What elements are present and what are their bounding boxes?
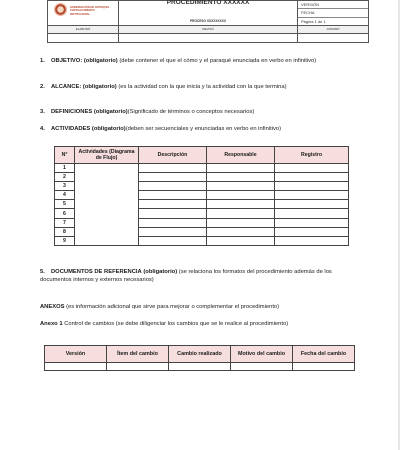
section-number: 5. [40, 269, 45, 275]
section-documentos [40, 269, 360, 284]
changes-header-cell: Ítem del cambio [107, 346, 169, 363]
table-row [55, 218, 349, 227]
row-number: 1 [55, 164, 75, 173]
table-cell[interactable] [139, 200, 207, 209]
row-number: 5 [55, 200, 75, 209]
row-number: 4 [55, 191, 75, 200]
table-cell[interactable] [207, 227, 275, 236]
made-by-label: ELABORÓ [48, 25, 119, 33]
table-cell[interactable] [275, 191, 349, 200]
changes-header-row [45, 346, 355, 363]
meta-cell [298, 1, 369, 26]
section-number: 2. [40, 84, 45, 90]
table-cell[interactable] [207, 236, 275, 245]
approved-by-label: APROBÓ [298, 25, 369, 33]
version-label: VERSIÓN [298, 1, 368, 9]
change-reason-cell[interactable] [231, 363, 293, 371]
change-made-cell[interactable] [169, 363, 231, 371]
section-definiciones [40, 109, 360, 117]
section-anexos [40, 304, 360, 312]
flowchart-cell[interactable] [75, 200, 139, 209]
process-code: PROCESO XXXXXXXXX [190, 18, 226, 23]
section-title: ANEXOS [40, 304, 65, 310]
section-number: 3. [40, 109, 45, 115]
changes-header-cell: Fecha del cambio [293, 346, 355, 363]
table-row [55, 209, 349, 218]
reviewed-by-label: REVISÓ [119, 25, 298, 33]
page-label: Página 1 de 1 [301, 18, 326, 24]
section-title: ALCANCE: [51, 84, 82, 90]
section-text: (es la actividad con la que inicia y la actividad con la que termina) [118, 84, 287, 90]
section-text: (se relaciona los formatos del procedimiento además de los documentos internos y externos necesarios) [40, 269, 332, 283]
table-cell[interactable] [207, 200, 275, 209]
table-cell[interactable] [275, 164, 349, 173]
change-item-cell[interactable] [107, 363, 169, 371]
section-title: DEFINICIONES [51, 109, 93, 115]
version-cell[interactable] [45, 363, 107, 371]
table-cell[interactable] [275, 200, 349, 209]
flowchart-cell[interactable] [75, 164, 139, 173]
activities-body [55, 164, 349, 246]
activities-header-cell: Descripción [139, 147, 207, 164]
table-cell[interactable] [139, 227, 207, 236]
reviewed-by-field[interactable] [119, 33, 298, 42]
row-number: 2 [55, 173, 75, 182]
table-cell[interactable] [275, 227, 349, 236]
changes-table [44, 345, 355, 371]
table-row [55, 236, 349, 245]
procedure-title: PROCEDIMIENTO XXXXXX [166, 0, 250, 6]
flowchart-cell[interactable] [75, 182, 139, 191]
change-date-cell[interactable] [293, 363, 355, 371]
activities-header-cell: Registro [275, 147, 349, 164]
flowchart-cell[interactable] [75, 218, 139, 227]
section-tag: (obligatorio) [83, 58, 118, 64]
section-tag: (obligatorio) [91, 126, 126, 132]
table-cell[interactable] [139, 182, 207, 191]
made-by-field[interactable] [48, 33, 119, 42]
table-cell[interactable] [139, 173, 207, 182]
section-text: Control de cambios (se debe diligenciar los cambios que se le realice al procedimiento) [64, 321, 289, 327]
section-tag: (obligatorio) [82, 84, 117, 90]
section-tag: (obligatorio) [143, 269, 178, 275]
table-cell[interactable] [207, 218, 275, 227]
table-cell[interactable] [207, 173, 275, 182]
table-cell[interactable] [139, 209, 207, 218]
section-title: OBJETIVO: [51, 58, 83, 64]
flowchart-cell[interactable] [75, 227, 139, 236]
table-cell[interactable] [275, 209, 349, 218]
table-cell[interactable] [139, 236, 207, 245]
table-row [55, 200, 349, 209]
logo-cell [48, 1, 119, 26]
activities-header-cell: Actividades (Diagrama de Flujo) [75, 147, 139, 164]
changes-row [45, 363, 355, 371]
activities-header-cell: Responsable [207, 147, 275, 164]
section-actividades [40, 126, 360, 134]
changes-header-cell: Cambio realizado [169, 346, 231, 363]
section-tag: (obligatorio) [93, 109, 128, 115]
table-cell[interactable] [275, 182, 349, 191]
activities-header-cell: N° [55, 147, 75, 164]
table-row [55, 164, 349, 173]
activities-table [54, 146, 349, 246]
flowchart-cell[interactable] [75, 191, 139, 200]
date-label: FECHA [298, 9, 368, 17]
table-cell[interactable] [275, 173, 349, 182]
section-text: (es información adicional que sirve para mejorar o complementar el procedimiento) [66, 304, 280, 310]
document-header [47, 0, 369, 43]
section-text: (Significado de términos o conceptos necesarios) [127, 109, 255, 115]
table-cell[interactable] [139, 218, 207, 227]
table-cell[interactable] [275, 236, 349, 245]
row-number: 3 [55, 182, 75, 191]
section-title: DOCUMENTOS DE REFERENCIA [51, 269, 142, 275]
seal-icon [54, 3, 67, 16]
approved-by-field[interactable] [298, 33, 369, 42]
table-cell[interactable] [207, 191, 275, 200]
row-number: 7 [55, 218, 75, 227]
flowchart-cell[interactable] [75, 173, 139, 182]
table-cell[interactable] [139, 191, 207, 200]
table-cell[interactable] [139, 164, 207, 173]
table-row [55, 182, 349, 191]
section-number: 1. [40, 58, 45, 64]
table-row [55, 227, 349, 236]
section-text: (deben ser secuenciales y enunciadas en verbo en infinitivo) [125, 126, 282, 132]
row-number: 8 [55, 227, 75, 236]
table-row [55, 173, 349, 182]
table-cell[interactable] [207, 182, 275, 191]
changes-header-cell: Versión [45, 346, 107, 363]
section-anexo1 [40, 321, 360, 329]
section-number: 4. [40, 126, 45, 132]
row-number: 9 [55, 236, 75, 245]
flowchart-cell[interactable] [75, 209, 139, 218]
row-number: 6 [55, 209, 75, 218]
section-title: Anexo 1 [40, 321, 63, 327]
changes-header-cell: Motivo del cambio [231, 346, 293, 363]
section-objetivo [40, 58, 360, 66]
section-title: ACTIVIDADES [51, 126, 91, 132]
procedure-title-cell [119, 1, 298, 26]
activities-header-row [55, 147, 349, 164]
table-cell[interactable] [275, 218, 349, 227]
section-alcance [40, 84, 360, 92]
flowchart-cell[interactable] [75, 236, 139, 245]
logo-text: GOBERNACIÓN DE ANTIOQUIA · FORTALECIMIENTO INSTITUCIONAL [70, 6, 111, 16]
section-text: (debe contener el que el cómo y el paraqué enunciada en verbo en infinitivo) [119, 58, 317, 64]
table-row [55, 191, 349, 200]
table-cell[interactable] [207, 209, 275, 218]
table-cell[interactable] [207, 164, 275, 173]
